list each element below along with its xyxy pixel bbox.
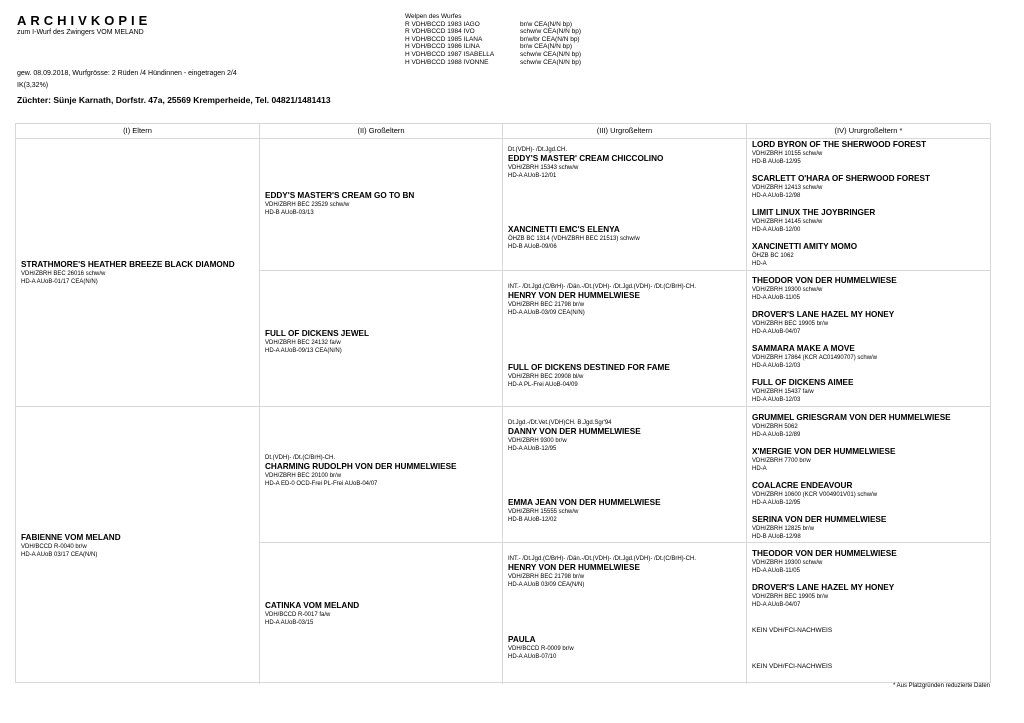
- dog-health: HD-A AUoB-11/05: [752, 567, 800, 574]
- dog-name: THEODOR VON DER HUMMELWIESE: [752, 276, 897, 285]
- dog-entry: [752, 515, 982, 541]
- puppy-id: H VDH/BCCD 1986 ILINA: [405, 43, 480, 51]
- dog-registration: VDH/ZBRH 5062: [752, 423, 798, 430]
- pedigree-cell-great-grandparent: [503, 271, 747, 407]
- dog-titles: Dt.(VDH)- /Dt.Jgd.CH.: [508, 147, 568, 153]
- dog-name: GRUMMEL GRIESGRAM VON DER HUMMELWIESE: [752, 413, 951, 422]
- puppy-color: schw/w CEA(N/N bp): [520, 58, 582, 66]
- puppy-id: H VDH/BCCD 1988 IVONNE: [405, 58, 489, 66]
- puppy-color: br/w/br CEA(N/N bp): [520, 35, 580, 43]
- dog-name: DROVER'S LANE HAZEL MY HONEY: [752, 583, 895, 592]
- dog-name: X'MERGIE VON DER HUMMELWIESE: [752, 447, 896, 456]
- litter-row: [405, 43, 581, 51]
- column-header-grandparents: (II) Großeltern: [260, 124, 503, 139]
- dog-name: SAMMARA MAKE A MOVE: [752, 344, 855, 353]
- dog-name: THEODOR VON DER HUMMELWIESE: [752, 549, 897, 558]
- pedigree-cell-dam: [16, 407, 260, 684]
- puppy-id: R VDH/BCCD 1983 IAGO: [405, 20, 480, 28]
- dog-name: EMMA JEAN VON DER HUMMELWIESE: [508, 498, 661, 507]
- dog-health: HD-B AUoB-12/95: [752, 158, 801, 165]
- dog-registration: VDH/ZBRH BEC 21798 br/w: [508, 301, 585, 308]
- litter-row: [405, 51, 581, 59]
- dog-registration: VDH/ZBRH 17864 (KCR AC01490707) schw/w: [752, 354, 878, 361]
- dog-name: EDDY'S MASTER' CREAM CHICCOLINO: [508, 154, 664, 164]
- dog-entry: [508, 419, 738, 453]
- dog-name: XANCINETTI EMC'S ELENYA: [508, 225, 620, 234]
- litter-row: [405, 59, 581, 67]
- dog-name: DROVER'S LANE HAZEL MY HONEY: [752, 310, 895, 319]
- dog-health: HD-A AUoB 03/17 CEA(N/N): [21, 551, 98, 558]
- dog-health: HD-A AUoB-04/07: [752, 601, 801, 608]
- dog-registration: VDH/ZBRH BEC 26016 schw/w: [21, 270, 106, 277]
- dog-name: HENRY VON DER HUMMELWIESE: [508, 291, 640, 301]
- dog-name: SCARLETT O'HARA OF SHERWOOD FOREST: [752, 174, 930, 183]
- dog-entry: [265, 191, 495, 217]
- dog-registration: VDH/ZBRH 15343 schw/w: [508, 164, 579, 171]
- dog-entry-no-record: [752, 663, 982, 671]
- dog-health: HD-A AUoB-12/01: [508, 173, 557, 180]
- dog-titles: Dt.Jgd.-/Dt.Vet.(VDH)CH. B.Jgd.Sgr'94: [508, 420, 612, 426]
- dog-name: LIMIT LINUX THE JOYBRINGER: [752, 208, 876, 217]
- dog-name: STRATHMORE'S HEATHER BREEZE BLACK DIAMOND: [21, 260, 235, 269]
- pedigree-cell-great-great-grandparent: [747, 271, 990, 407]
- dog-health: HD-A AUoB-12/03: [752, 362, 801, 369]
- dog-name: CATINKA VOM MELAND: [265, 601, 360, 610]
- dog-entry: [508, 555, 738, 589]
- pedigree-table: [15, 123, 991, 683]
- dog-health: HD-A AUoB-03/15: [265, 619, 314, 626]
- dog-registration: VDH/ZBRH BEC 19905 br/w: [752, 593, 829, 600]
- dog-registration: VDH/ZBRH 9300 br/w: [508, 437, 567, 444]
- dog-registration: VDH/ZBRH 7700 br/w: [752, 457, 811, 464]
- dog-health: HD-A AUoB-11/05: [752, 294, 800, 301]
- dog-entry: [508, 498, 738, 524]
- puppy-color: schw/w CEA(N/N bp): [520, 28, 582, 36]
- dog-health: HD-B AUoB-03/13: [265, 209, 314, 216]
- dog-health: HD-B AUoB-09/06: [508, 243, 557, 250]
- dog-name: XANCINETTI AMITY MOMO: [752, 242, 858, 251]
- dog-entry: [508, 225, 738, 251]
- column-header-parents: (I) Eltern: [16, 124, 260, 139]
- dog-entry: [265, 454, 495, 488]
- puppy-color: br/w CEA(N/N bp): [520, 43, 573, 51]
- litter-row: [405, 21, 581, 29]
- pedigree-cell-great-grandparent: [503, 407, 747, 543]
- dog-health: HD-B AUoB-12/98: [752, 533, 801, 540]
- dog-registration: VDH/ZBRH 12413 schw/w: [752, 184, 823, 191]
- puppy-color: br/w CEA(N/N bp): [520, 20, 573, 28]
- dog-entry: [752, 276, 982, 302]
- dog-registration: VDH/BCCD R-0009 br/w: [508, 645, 574, 652]
- dog-health: HD-A AUoB-12/00: [752, 226, 801, 233]
- dog-health: HD-A AUoB-09/13 CEA(N/N): [265, 347, 342, 354]
- dog-entry: [508, 146, 738, 180]
- dog-registration: VDH/ZBRH BEC 20100 br/w: [265, 472, 342, 479]
- dog-registration: VDH/BCCD R-0017 fa/w: [265, 611, 331, 618]
- dog-entry: [752, 447, 982, 473]
- dog-health: HD-A AUoB-12/03: [752, 396, 801, 403]
- pedigree-cell-great-great-grandparent: [747, 543, 990, 684]
- dog-name: FABIENNE VOM MELAND: [21, 533, 121, 542]
- dog-name: HENRY VON DER HUMMELWIESE: [508, 563, 640, 573]
- dog-registration: VDH/ZBRH BEC 23529 schw/w: [265, 201, 350, 208]
- dog-registration: VDH/ZBRH 14145 schw/w: [752, 218, 823, 225]
- column-header-great-great-grandparents: (IV) Ururgroßeltern *: [747, 124, 990, 139]
- dog-name: FULL OF DICKENS JEWEL: [265, 329, 370, 338]
- dog-registration: VDH/ZBRH BEC 21798 br/w: [508, 573, 585, 580]
- dog-entry: [752, 378, 982, 404]
- pedigree-cell-grandparent: [260, 271, 503, 407]
- dog-entry: [752, 208, 982, 234]
- dog-entry: [752, 549, 982, 575]
- dog-entry: [21, 260, 251, 286]
- dog-health: HD-A AUoB-12/98: [752, 192, 801, 199]
- dog-health: HD-A AUoB-12/95: [752, 499, 801, 506]
- dog-titles: INT.- /Dt.Jgd.(C/BrH)- /Dän.-/Dt.(VDH)- /Dt.Jgd.(VDH)- /Dt.(C/BrH)-CH.: [508, 284, 697, 290]
- dog-entry: [265, 601, 495, 627]
- pedigree-cell-grandparent: [260, 139, 503, 271]
- puppy-id: H VDH/BCCD 1987 ISABELLA: [405, 50, 495, 58]
- dog-titles: Dt.(VDH)- /Dt.(C/BrH)-CH.: [265, 455, 335, 461]
- dog-entry: [752, 583, 982, 609]
- dog-registration: VDH/ZBRH 15555 schw/w: [508, 508, 579, 515]
- page-title: ARCHIVKOPIE: [17, 13, 152, 28]
- puppy-color: schw/w CEA(N/N bp): [520, 50, 582, 58]
- dog-name: FULL OF DICKENS AIMEE: [752, 378, 854, 387]
- dog-registration: VDH/ZBRH BEC 20908 bl/w: [508, 373, 584, 380]
- breeder-info: Züchter: Sünje Karnath, Dorfstr. 47a, 25569 Kremperheide, Tel. 04821/1481413: [17, 95, 331, 105]
- dog-name: SERINA VON DER HUMMELWIESE: [752, 515, 887, 524]
- dog-name: DANNY VON DER HUMMELWIESE: [508, 427, 641, 437]
- dog-entry: [752, 413, 982, 439]
- puppy-id: H VDH/BCCD 1985 ILANA: [405, 35, 483, 43]
- dog-health: HD-B AUoB-12/02: [508, 516, 557, 523]
- dog-entry: [265, 329, 495, 355]
- dog-entry: [508, 283, 738, 317]
- dog-health: HD-A ED-0 OCD-Frei PL-Frei AUoB-04/07: [265, 481, 378, 488]
- dog-entry-no-record: [752, 627, 982, 635]
- dog-health: HD-A AUoB-12/95: [508, 446, 557, 453]
- dog-entry: [752, 174, 982, 200]
- dog-name: LORD BYRON OF THE SHERWOOD FOREST: [752, 140, 927, 149]
- dog-health: HD-A AUoB-04/07: [752, 328, 801, 335]
- dog-health: HD-A PL-Frei AUoB-04/09: [508, 381, 578, 388]
- column-header-great-grandparents: (III) Urgroßeltern: [503, 124, 747, 139]
- pedigree-cell-great-great-grandparent: [747, 139, 990, 271]
- litter-info: gew. 08.09.2018, Wurfgrösse: 2 Rüden /4 Hündinnen - eingetragen 2/4: [17, 70, 237, 77]
- dog-name: CHARMING RUDOLPH VON DER HUMMELWIESE: [265, 462, 457, 472]
- litter-row: [405, 36, 581, 44]
- dog-registration: VDH/ZBRH BEC 19905 br/w: [752, 320, 829, 327]
- dog-entry: [752, 140, 982, 166]
- dog-health: HD-A AUoB-03/09 CEA(N/N): [508, 310, 585, 317]
- dog-name: PAULA: [508, 635, 536, 644]
- dog-titles: INT.- /Dt.Jgd.(C/BrH)- /Dän.-/Dt.(VDH)- /Dt.Jgd.(VDH)- /Dt.(C/BrH)-CH.: [508, 556, 697, 562]
- dog-name: FULL OF DICKENS DESTINED FOR FAME: [508, 363, 670, 372]
- footnote: * Aus Platzgründen reduzierte Daten: [892, 683, 990, 689]
- dog-health: HD-A AUoB-07/10: [508, 653, 557, 660]
- dog-registration: VDH/ZBRH 12825 br/w: [752, 525, 815, 532]
- dog-registration: VDH/ZBRH 10155 schw/w: [752, 150, 823, 157]
- dog-registration: VDH/BCCD R-0040 br/w: [21, 543, 87, 550]
- dog-health: HD-A: [752, 465, 767, 472]
- dog-registration: VDH/ZBRH 10600 (KCR V004901V01) schw/w: [752, 491, 878, 498]
- inbreeding-coefficient: IK(3,32%): [17, 82, 49, 89]
- pedigree-cell-grandparent: [260, 407, 503, 543]
- litter-list: [405, 13, 581, 66]
- dog-name: EDDY'S MASTER'S CREAM GO TO BN: [265, 191, 415, 200]
- dog-registration: VDH/ZBRH 19300 schw/w: [752, 286, 823, 293]
- dog-entry: [752, 344, 982, 370]
- dog-entry: [21, 533, 251, 559]
- dog-name: COALACRE ENDEAVOUR: [752, 481, 853, 490]
- dog-entry: [752, 310, 982, 336]
- pedigree-cell-great-grandparent: [503, 543, 747, 684]
- dog-health: HD-A AUoB-01/17 CEA(N/N): [21, 278, 98, 285]
- pedigree-cell-great-grandparent: [503, 139, 747, 271]
- page-subtitle: zum I-Wurf des Zwingers VOM MELAND: [17, 29, 144, 36]
- litter-heading: Welpen des Wurfes: [405, 13, 462, 20]
- dog-registration: VDH/ZBRH 19300 schw/w: [752, 559, 823, 566]
- pedigree-cell-sire: [16, 139, 260, 407]
- pedigree-cell-grandparent: [260, 543, 503, 684]
- dog-registration: VDH/ZBRH 15437 fa/w: [752, 388, 814, 395]
- dog-entry: [752, 481, 982, 507]
- no-record-text: KEIN VDH/FCI-NACHWEIS: [752, 627, 833, 634]
- puppy-id: R VDH/BCCD 1984 IVO: [405, 28, 475, 36]
- dog-health: HD-A: [752, 260, 767, 267]
- no-record-text: KEIN VDH/FCI-NACHWEIS: [752, 663, 833, 670]
- litter-row: [405, 28, 581, 36]
- dog-entry: [508, 363, 738, 389]
- dog-registration: VDH/ZBRH BEC 24132 fa/w: [265, 339, 341, 346]
- dog-registration: ÖHZB BC 1062: [752, 252, 794, 259]
- dog-health: HD-A AUoB-12/89: [752, 431, 801, 438]
- dog-registration: ÖHZB BC 1314 (VDH/ZBRH BEC 21513) schw/w: [508, 235, 640, 242]
- pedigree-cell-great-great-grandparent: [747, 407, 990, 543]
- dog-health: HD-A AUoB 03/09 CEA(N/N): [508, 582, 585, 589]
- dog-entry: [508, 635, 738, 661]
- dog-entry: [752, 242, 982, 268]
